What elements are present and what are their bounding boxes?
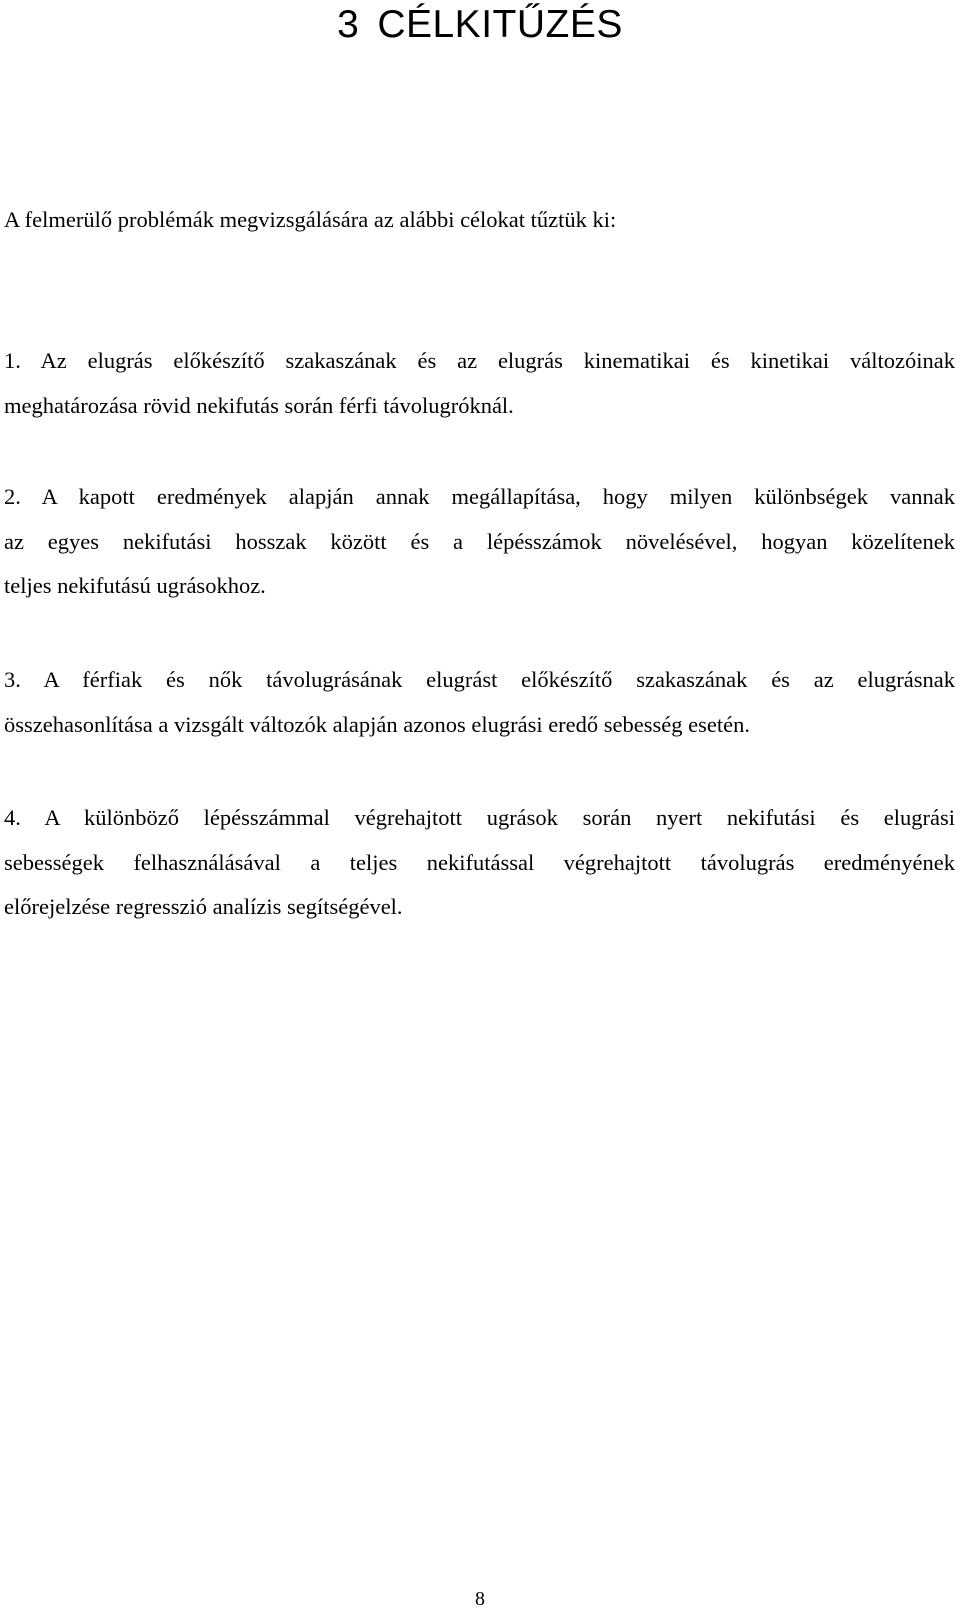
page-number: 8	[475, 1588, 485, 1610]
objective-3-line-1: 3. A férfiak és nők távolugrásának elugrást előkészítő szakaszának és az elugrásnak	[4, 667, 955, 692]
objective-2-line-3: teljes nekifutású ugrásokhoz.	[4, 573, 266, 599]
objective-item-1	[4, 339, 955, 428]
objective-4-line-1: 4. A különböző lépésszámmal végrehajtott ugrások során nyert nekifutási és elugrási	[4, 805, 955, 830]
objective-2-line-2: az egyes nekifutási hosszak között és a lépésszámok növelésével, hogyan közelítenek	[4, 528, 955, 554]
chapter-heading	[0, 0, 960, 50]
intro-paragraph: A felmerülő problémák megvizsgálására az alábbi célokat tűztük ki:	[4, 207, 617, 232]
objective-4-line-3: előrejelzése regresszió analízis segítségével.	[4, 894, 403, 920]
objective-4-line-2: sebességek felhasználásával a teljes nekifutással végrehajtott távolugrás eredményének	[4, 849, 955, 875]
objective-2-line-1: 2. A kapott eredmények alapján annak megállapítása, hogy milyen különbségek vannak	[4, 484, 955, 509]
objective-item-4	[4, 796, 955, 930]
objective-1-line-1: 1. Az elugrás előkészítő szakaszának és az elugrás kinematikai és kinetikai változóinak	[4, 348, 955, 373]
objective-item-2	[4, 475, 955, 609]
chapter-number: 3	[337, 3, 360, 46]
objective-item-3	[4, 658, 955, 747]
chapter-title: CÉLKITŰZÉS	[377, 3, 623, 46]
objective-3-line-2: összehasonlítása a vizsgált változók alapján azonos elugrási eredő sebesség esetén.	[4, 711, 750, 737]
objective-1-line-2: meghatározása rövid nekifutás során férfi távolugróknál.	[4, 392, 514, 418]
